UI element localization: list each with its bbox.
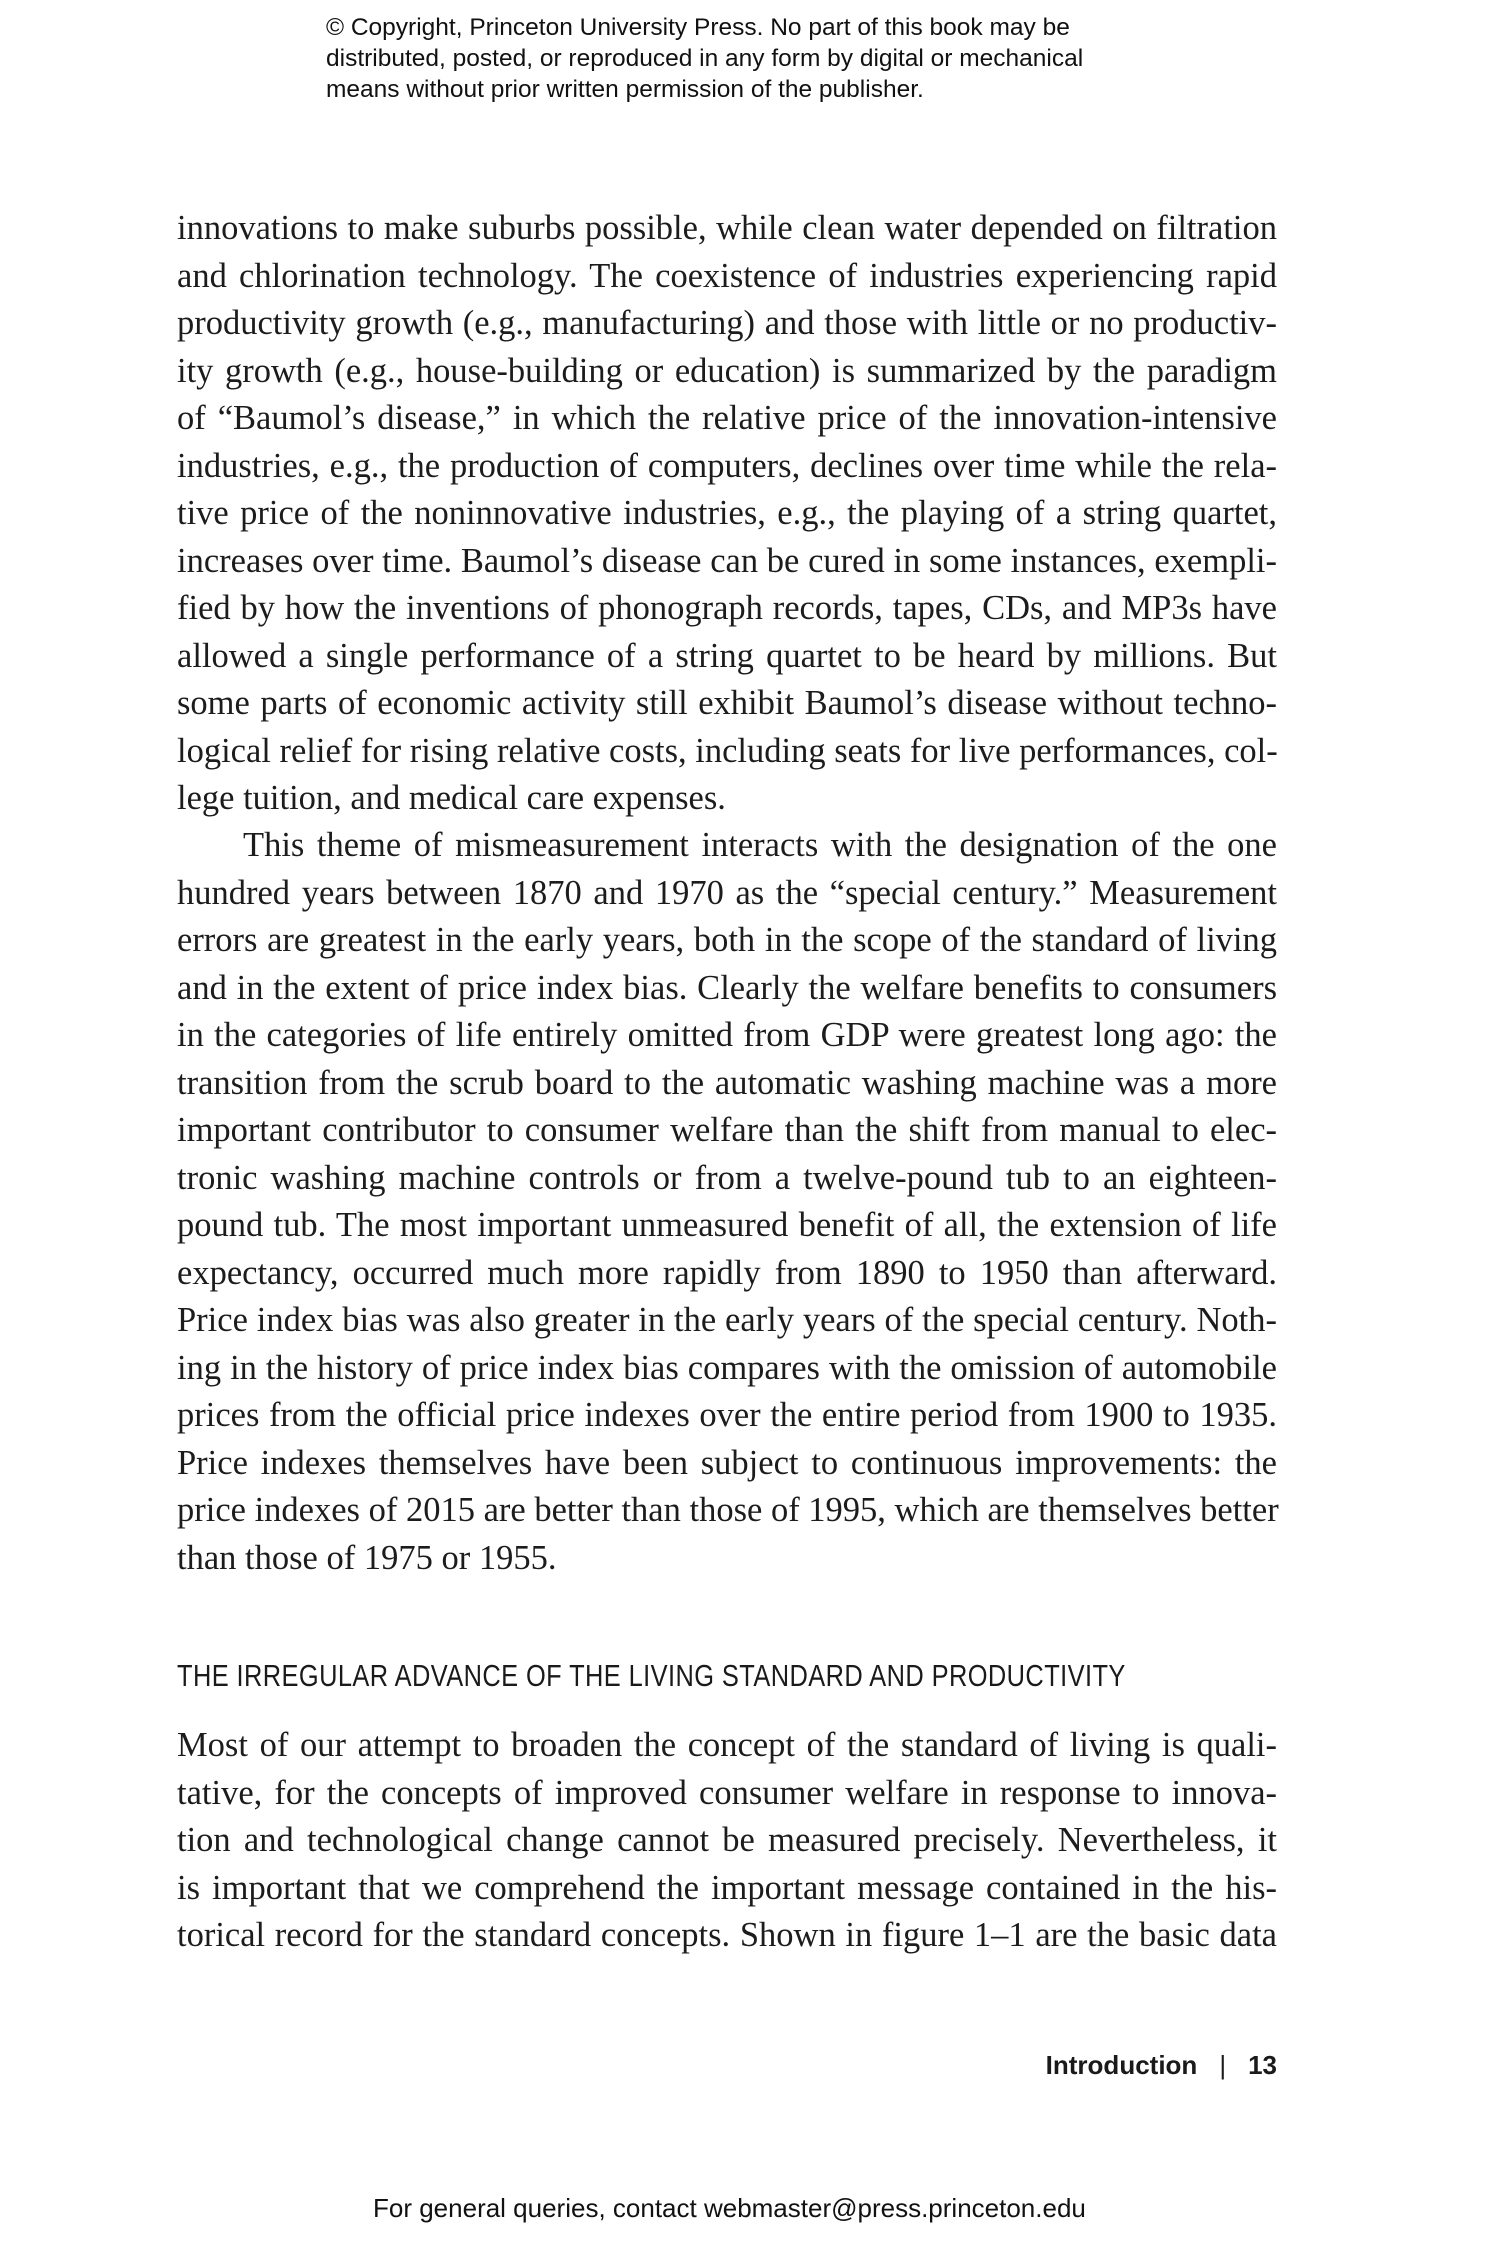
copyright-line: © Copyright, Princeton University Press. No part of this book may be: [326, 14, 1070, 41]
text-line: ing in the history of price index bias compares with the omission of automobile: [177, 1348, 1277, 1387]
text-line: and chlorination technology. The coexistence of industries experiencing rapid: [177, 256, 1277, 295]
text-line: innovations to make suburbs possible, while clean water depended on filtration: [177, 209, 1277, 247]
text-line: This theme of mismeasurement interacts with the designation of the one: [243, 826, 1277, 864]
text-line: in the categories of life entirely omitted from GDP were greatest long ago: the: [177, 1016, 1277, 1054]
text-line: Price indexes themselves have been subject to continuous improvements: the: [177, 1443, 1277, 1482]
body-paragraph: [177, 1722, 1277, 1960]
text-line: increases over time. Baumol’s disease can be cured in some instances, exempli-: [177, 541, 1277, 580]
copyright-notice: [326, 12, 1226, 105]
text-line: expectancy, occurred much more rapidly from 1890 to 1950 than afterward.: [177, 1253, 1277, 1292]
text-line: ity growth (e.g., house-building or education) is summarized by the paradigm: [177, 351, 1277, 390]
text-line: is important that we comprehend the important message contained in the his-: [177, 1868, 1277, 1907]
section-heading: THE IRREGULAR ADVANCE OF THE LIVING STANDARD AND PRODUCTIVITY: [177, 1658, 1126, 1693]
text-line: important contributor to consumer welfare than the shift from manual to elec-: [177, 1111, 1277, 1149]
text-line: lege tuition, and medical care expenses.: [177, 779, 726, 817]
section-name: Introduction: [1045, 2050, 1198, 2080]
body-paragraph: [177, 205, 1277, 823]
text-line: prices from the official price indexes over the entire period from 1900 to 1935.: [177, 1396, 1277, 1434]
text-line: errors are greatest in the early years, both in the scope of the standard of living: [177, 921, 1277, 959]
text-line: price indexes of 2015 are better than those of 1995, which are themselves better: [177, 1491, 1279, 1529]
running-footer: [1046, 2050, 1277, 2081]
text-line: fied by how the inventions of phonograph records, tapes, CDs, and MP3s have: [177, 589, 1277, 627]
text-line: of “Baumol’s disease,” in which the relative price of the innovation-intensive: [177, 399, 1277, 437]
text-line: tive price of the noninnovative industries, e.g., the playing of a string quartet,: [177, 494, 1277, 532]
body-paragraph: [177, 822, 1277, 1582]
text-line: tative, for the concepts of improved consumer welfare in response to innova-: [177, 1773, 1277, 1812]
text-line: industries, e.g., the production of computers, declines over time while the rela-: [177, 446, 1277, 485]
footer-separator: |: [1219, 2050, 1227, 2080]
text-line: hundred years between 1870 and 1970 as the “special century.” Measurement: [177, 873, 1277, 912]
text-line: tion and technological change cannot be measured precisely. Nevertheless, it: [177, 1821, 1277, 1859]
text-line: and in the extent of price index bias. Clearly the welfare benefits to consumers: [177, 968, 1277, 1007]
text-line: torical record for the standard concepts. Shown in figure 1–1 are the basic data: [177, 1916, 1277, 1954]
text-line: Price index bias was also greater in the early years of the special century. Noth-: [177, 1301, 1277, 1339]
copyright-line: means without prior written permission of the publisher.: [326, 76, 924, 103]
text-line: some parts of economic activity still exhibit Baumol’s disease without techno-: [177, 684, 1277, 722]
text-line: transition from the scrub board to the automatic washing machine was a more: [177, 1063, 1277, 1102]
text-line: than those of 1975 or 1955.: [177, 1538, 557, 1577]
text-line: Most of our attempt to broaden the concept of the standard of living is quali-: [177, 1726, 1277, 1764]
text-line: pound tub. The most important unmeasured benefit of all, the extension of life: [177, 1206, 1277, 1244]
text-line: productivity growth (e.g., manufacturing) and those with little or no productiv-: [177, 304, 1277, 342]
copyright-line: distributed, posted, or reproduced in any form by digital or mechanical: [326, 45, 1084, 72]
text-line: logical relief for rising relative costs, including seats for live performances, col-: [177, 731, 1278, 770]
text-line: allowed a single performance of a string quartet to be heard by millions. But: [177, 636, 1277, 675]
page-number: 13: [1248, 2050, 1277, 2080]
text-line: tronic washing machine controls or from a twelve-pound tub to an eighteen-: [177, 1158, 1277, 1197]
contact-footer: For general queries, contact webmaster@press.princeton.edu: [373, 2193, 1086, 2223]
